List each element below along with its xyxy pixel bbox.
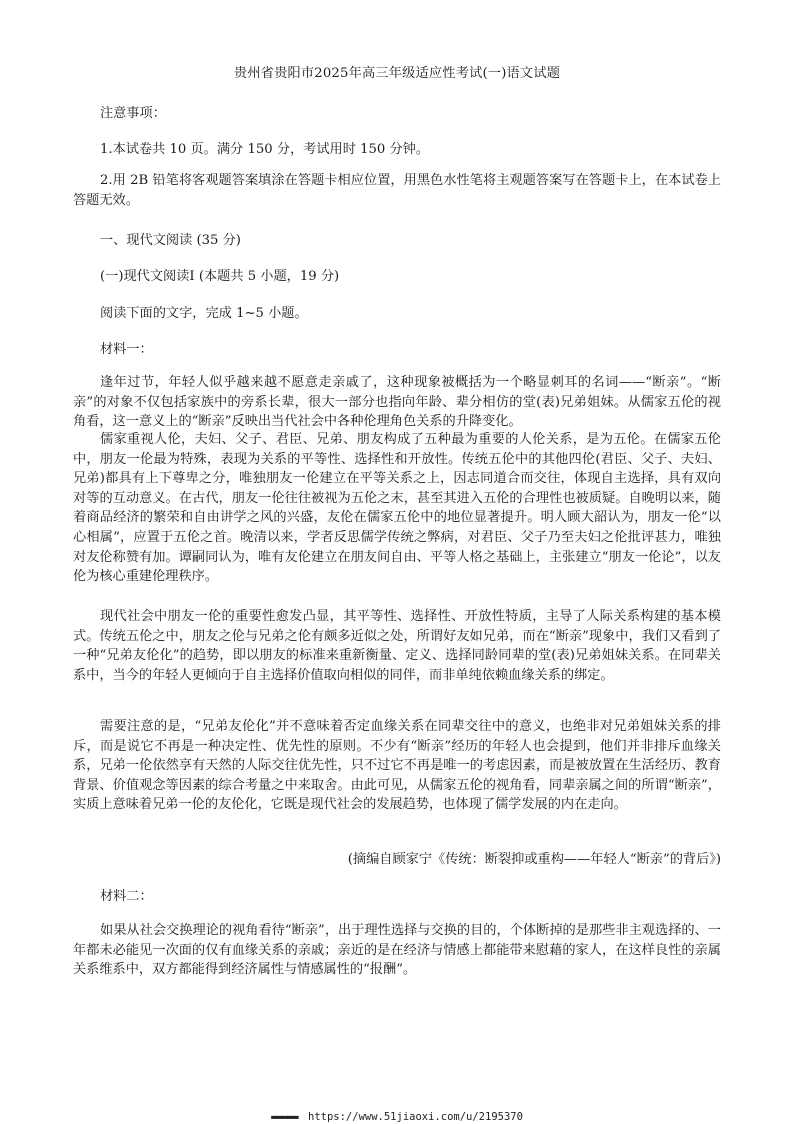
material-2-heading: 材料二： [100, 889, 153, 904]
notice-item-1: 1.本试卷共 10 页。满分 150 分，考试用时 150 分钟。 [100, 142, 430, 157]
notice-item-2: 2.用 2B 铅笔将客观题答案填涂在答题卡相应位置，用黑色水性笔将主观题答案写在答题卡上，在本试卷上答题无效。 [73, 173, 721, 208]
material-1-paragraph: 逢年过节，年轻人似乎越来越不愿意走亲戚了，这种现象被概括为一个略显刺耳的名词——“断亲”。“断亲”的对象不仅包括家族中的旁系长辈，很大一部分也指向年龄、辈分相仿的堂(表)兄弟姐妹。从儒家五伦的视角看，这一意义上的“断亲”反映出当代社会中各种伦理角色关系的升降变化。 [73, 375, 721, 430]
material-1-heading: 材料一： [100, 342, 153, 357]
footer-url: https://www.51jiaoxi.com/u/2195370 [308, 1111, 523, 1123]
footer-decoration-icon: ▬▬▬▬▬ [271, 1111, 298, 1123]
exam-title: 贵州省贵阳市2025年高三年级适应性考试(一)语文试题 [233, 66, 561, 81]
material-1-source: (摘编自顾家宁《传统：断裂抑或重构——年轻人“断亲”的背后》) [347, 852, 721, 867]
material-1-paragraph: 需要注意的是，“兄弟友伦化”并不意味着否定血缘关系在同辈交往中的意义，也绝非对兄弟姐妹关系的排斥，而是说它不再是一种决定性、优先性的原则。不少有“断亲”经历的年轻人也会提到，他们并非排斥血缘关系，兄弟一伦依然享有天然的人际交往优先性，只不过它不再是唯一的考虑因素，而是被放置在生活经历、教育背景、价值观念等因素的综合考量之中来取舍。由此可见，从儒家五伦的视角看，同辈亲属之间的所谓“断亲”，实质上意味着兄弟一伦的友伦化，它既是现代社会的发展趋势，也体现了儒学发展的内在走向。 [73, 719, 721, 813]
material-1-paragraph: 现代社会中朋友一伦的重要性愈发凸显，其平等性、选择性、开放性特质，主导了人际关系构建的基本模式。传统五伦之中，朋友之伦与兄弟之伦有颇多近似之处，所谓好友如兄弟，而在“断亲”现象中，我们又看到了一种“兄弟友伦化”的趋势，即以朋友的标准来重新衡量、定义、选择同龄同辈的堂(表)兄弟姐妹关系。在同辈关系中，当今的年轻人更倾向于自主选择价值取向相似的同伴，而非单纯依赖血缘关系的绑定。 [73, 609, 721, 683]
section-heading-modern-reading: 一、现代文阅读 (35 分) [100, 233, 241, 248]
page-footer [0, 1111, 794, 1123]
reading-instruction: 阅读下面的文字，完成 1~5 小题。 [100, 306, 308, 321]
material-2-paragraph: 如果从社会交换理论的视角看待“断亲”，出于理性选择与交换的目的，个体断掉的是那些非主观选择的、一年都未必能见一次面的仅有血缘关系的亲戚；亲近的是在经济与情感上都能带来慰藉的家人，在这样良性的亲属关系维系中，双方都能得到经济属性与情感属性的“报酬”。 [73, 923, 721, 978]
notice-heading: 注意事项： [100, 106, 166, 121]
material-1-paragraph: 儒家重视人伦，夫妇、父子、君臣、兄弟、朋友构成了五种最为重要的人伦关系，是为五伦。在儒家五伦中，朋友一伦最为特殊，表现为关系的平等性、选择性和开放性。传统五伦中的其他四伦(君臣、父子、夫妇、兄弟)都具有上下尊卑之分，唯独朋友一伦建立在平等关系之上，因志同道合而交往，体现自主选择，具有双向对等的互动意义。在古代，朋友一伦往往被视为五伦之末，甚至其进入五伦的合理性也被质疑。自晚明以来，随着商品经济的繁荣和自由讲学之风的兴盛，友伦在儒家五伦中的地位显著提升。明人顾大韶认为，朋友一伦“以心相属”，应置于五伦之首。晚清以来，学者反思儒学传统之弊病，对君臣、父子乃至夫妇之伦批评甚力，唯独对友伦称赞有加。谭嗣同认为，唯有友伦建立在朋友间自由、平等人格之基础上，主张建立“朋友一伦论”，以友伦为核心重建伦理秩序。 [73, 432, 721, 585]
subsection-heading-reading-1: (一)现代文阅读Ⅰ (本题共 5 小题，19 分) [100, 269, 340, 284]
